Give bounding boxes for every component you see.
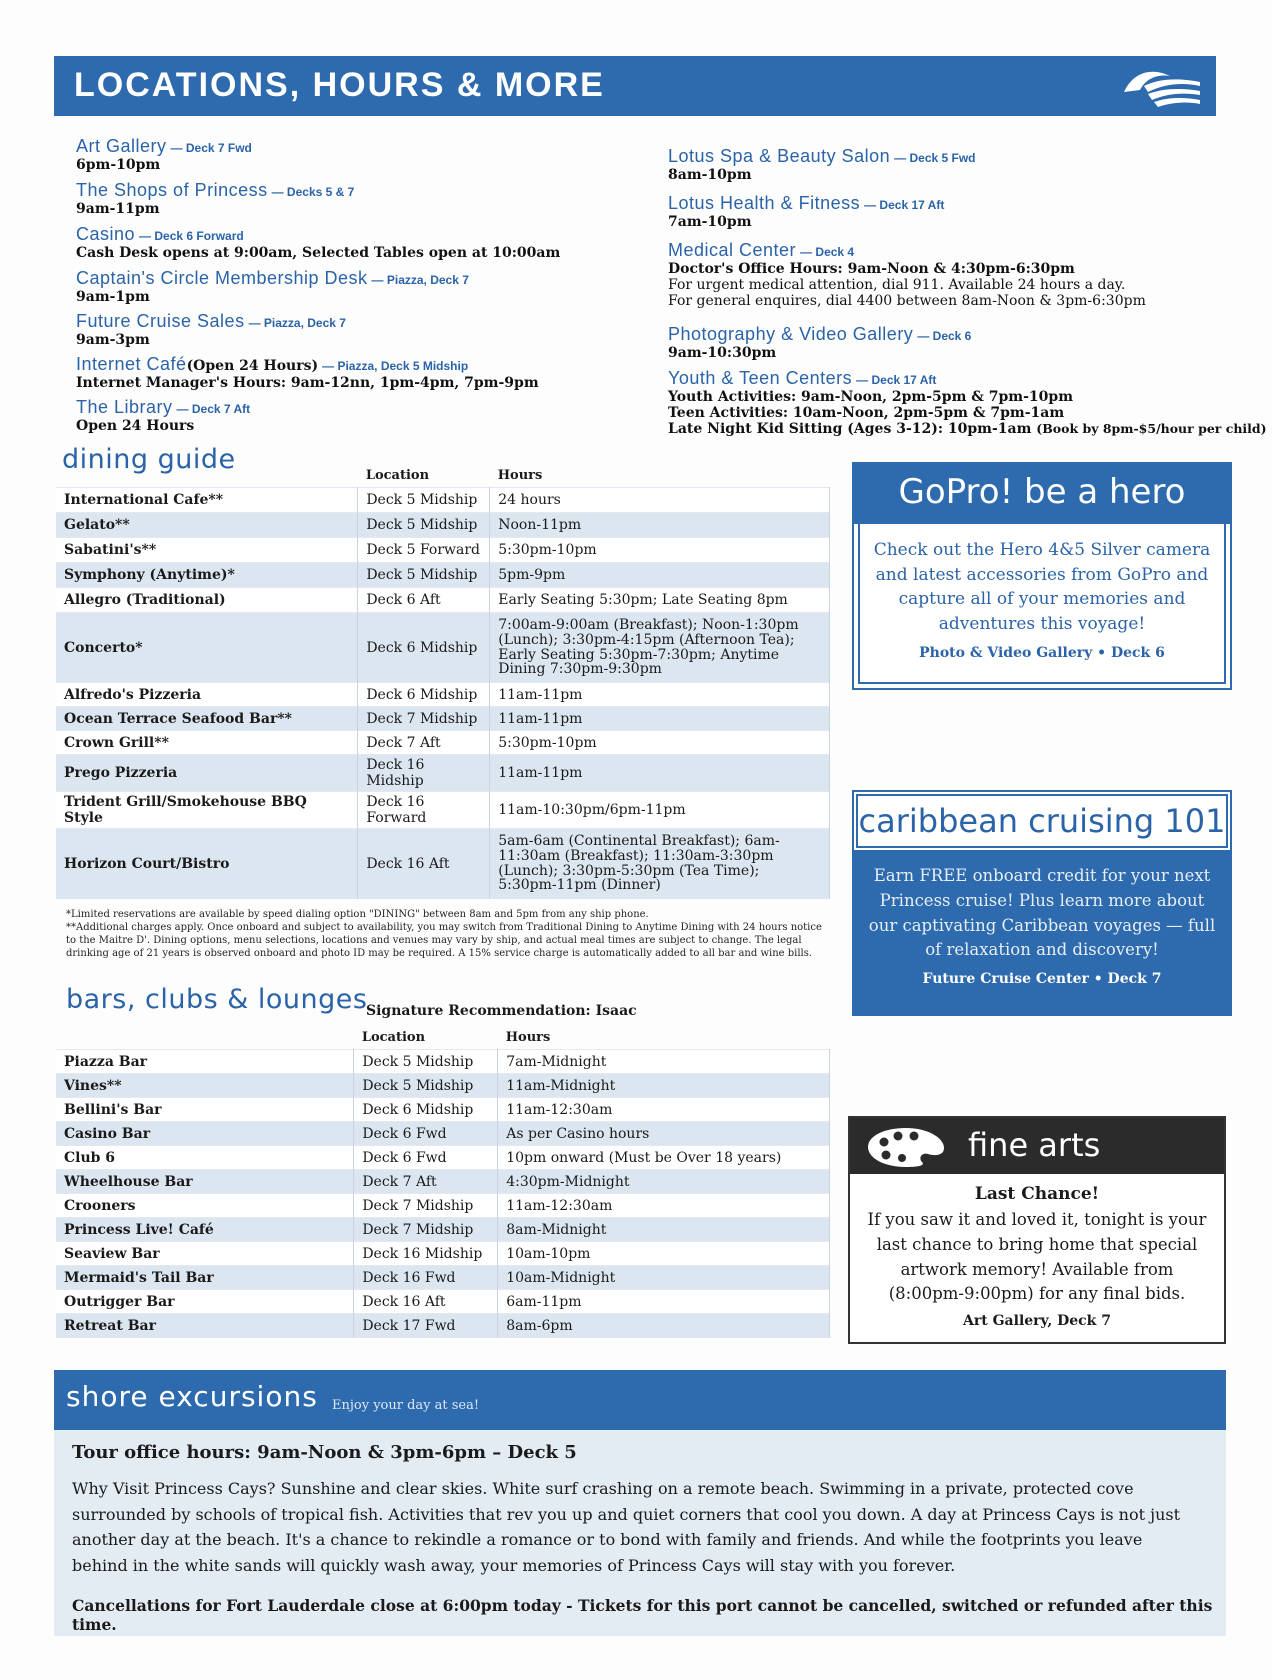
- venue-hours: Noon-11pm: [490, 513, 830, 538]
- shore-subtitle: Enjoy your day at sea!: [332, 1398, 480, 1413]
- paint-palette-icon: [866, 1126, 946, 1168]
- venue-name: Bellini's Bar: [56, 1098, 354, 1122]
- table-row: [56, 588, 830, 613]
- venue-location: Deck 16 Fwd: [354, 1266, 498, 1290]
- location-art-gallery: [76, 136, 252, 173]
- caribbean-promo: [852, 790, 1232, 1016]
- venue-name: Gelato**: [56, 513, 358, 538]
- table-row: [56, 1218, 830, 1242]
- location-lotus-fitness: [668, 193, 944, 230]
- gopro-body: Check out the Hero 4&5 Silver camera and latest accessories from GoPro and capture all of your memories and adventures this voyage!: [873, 540, 1211, 634]
- venue-location: Deck 7 Aft: [354, 1170, 498, 1194]
- footnote: *Limited reservations are available by speed dialing option "DINING" between 8am and 5pm from any ship phone.: [66, 909, 649, 920]
- table-row: [56, 707, 830, 731]
- page-header: [54, 56, 1216, 116]
- location-deck: — Deck 6 Forward: [139, 229, 244, 243]
- location-deck: — Deck 7 Fwd: [170, 141, 252, 155]
- column-header: Location: [365, 468, 430, 483]
- venue-hours: 24 hours: [490, 488, 830, 513]
- table-row: [56, 1290, 830, 1314]
- venue-hours: 4:30pm-Midnight: [498, 1170, 830, 1194]
- location-casino: [76, 224, 560, 261]
- location-captains-circle: [76, 268, 469, 305]
- location-deck: — Decks 5 & 7: [271, 185, 355, 199]
- column-header: Location: [361, 1030, 426, 1045]
- table-row: [56, 513, 830, 538]
- location-library: [76, 397, 250, 434]
- location-youth-teen: [668, 368, 1267, 437]
- venue-name: Concerto*: [56, 613, 358, 683]
- venue-hours: As per Casino hours: [498, 1122, 830, 1146]
- venue-name: Ocean Terrace Seafood Bar**: [56, 707, 358, 731]
- location-hours: Late Night Kid Sitting (Ages 3-12): 10pm-1am: [668, 420, 1032, 437]
- table-row: [56, 731, 830, 755]
- caribbean-title: caribbean cruising 101: [858, 802, 1226, 840]
- table-row: [56, 1242, 830, 1266]
- venue-name: Wheelhouse Bar: [56, 1170, 354, 1194]
- location-deck: — Piazza, Deck 7: [248, 316, 346, 330]
- location-deck: — Deck 17 Aft: [856, 373, 937, 387]
- bars-table: [56, 1026, 830, 1338]
- venue-hours: 5:30pm-10pm: [490, 538, 830, 563]
- gopro-content: [858, 524, 1226, 684]
- fine-arts-footer: Art Gallery, Deck 7: [963, 1313, 1111, 1329]
- footnote: **Additional charges apply. Once onboard and subject to availability, you may switch from Traditional Dining to Anytime Dining with 24 hours notice to the Maitre D'. Dining options, menu selections, locations and venues may vary by ship, and actual meal times are subject to change. The legal drinking age of 21 years is observed onboard and photo ID may be required. A 15% service charge is automatically added to all bar and wine bills.: [66, 922, 822, 959]
- fine-arts-promo: [848, 1116, 1226, 1344]
- location-deck: — Deck 17 Aft: [864, 198, 945, 212]
- venue-location: Deck 5 Midship: [354, 1074, 498, 1098]
- venue-hours: Early Seating 5:30pm; Late Seating 8pm: [490, 588, 830, 613]
- venue-name: Alfredo's Pizzeria: [56, 683, 358, 707]
- venue-hours: 11am-11pm: [490, 707, 830, 731]
- location-deck: — Deck 6: [917, 329, 972, 343]
- venue-name: Retreat Bar: [56, 1314, 354, 1338]
- venue-location: Deck 16 Midship: [354, 1242, 498, 1266]
- venue-name: Symphony (Anytime)*: [56, 563, 358, 588]
- venue-location: Deck 7 Midship: [354, 1218, 498, 1242]
- location-hours: Youth Activities: 9am-Noon, 2pm-5pm & 7pm-10pm: [668, 388, 1074, 405]
- sea-witch-waves-icon: [1120, 64, 1204, 108]
- location-deck: — Piazza, Deck 7: [371, 273, 469, 287]
- location-future-cruise-sales: [76, 311, 346, 348]
- shore-title: shore excursions: [66, 1380, 318, 1413]
- location-note: (Open 24 Hours): [186, 358, 319, 374]
- table-row: [56, 538, 830, 563]
- table-row: [56, 829, 830, 899]
- venue-hours: 5am-6am (Continental Breakfast); 6am-11:30am (Breakfast); 11:30am-3:30pm (Lunch); 3:30pm-5:30pm (Tea Time); 5:30pm-11pm (Dinner): [490, 829, 830, 899]
- caribbean-footer: Future Cruise Center • Deck 7: [922, 971, 1162, 987]
- venue-hours: 6am-11pm: [498, 1290, 830, 1314]
- venue-location: Deck 5 Midship: [358, 513, 490, 538]
- venue-name: Seaview Bar: [56, 1242, 354, 1266]
- venue-location: Deck 5 Midship: [354, 1050, 498, 1074]
- venue-hours: 11am-11pm: [490, 755, 830, 792]
- fine-arts-title: fine arts: [968, 1126, 1101, 1164]
- table-row: [56, 1170, 830, 1194]
- venue-hours: 11am-12:30am: [498, 1194, 830, 1218]
- venue-location: Deck 5 Midship: [358, 488, 490, 513]
- location-name: Internet Café: [76, 354, 187, 374]
- table-row: [56, 1146, 830, 1170]
- tour-office-hours: Tour office hours: 9am-Noon & 3pm-6pm – Deck 5: [72, 1442, 577, 1463]
- venue-location: Deck 6 Midship: [358, 683, 490, 707]
- location-hours: Doctor's Office Hours: 9am-Noon & 4:30pm-6:30pm: [668, 260, 1075, 277]
- venue-location: Deck 6 Aft: [358, 588, 490, 613]
- dining-table: [56, 464, 830, 899]
- location-name: Casino: [76, 224, 136, 244]
- location-name: Art Gallery: [76, 136, 167, 156]
- page-title: LOCATIONS, HOURS & MORE: [74, 66, 605, 104]
- table-row: [56, 488, 830, 513]
- location-deck: — Piazza, Deck 5 Midship: [322, 359, 469, 373]
- venue-name: International Cafe**: [56, 488, 358, 513]
- location-hours: 9am-10:30pm: [668, 344, 777, 361]
- location-name: Youth & Teen Centers: [668, 368, 853, 388]
- venue-hours: 10am-10pm: [498, 1242, 830, 1266]
- venue-name: Allegro (Traditional): [56, 588, 358, 613]
- signature-recommendation: Signature Recommendation: Isaac: [366, 1003, 637, 1019]
- location-deck: — Deck 5 Fwd: [894, 151, 976, 165]
- table-row: [56, 563, 830, 588]
- location-name: The Shops of Princess: [76, 180, 268, 200]
- location-hours: Cash Desk opens at 9:00am, Selected Tables open at 10:00am: [76, 244, 561, 261]
- venue-location: Deck 7 Midship: [354, 1194, 498, 1218]
- table-row: [56, 792, 830, 829]
- table-row: [56, 1314, 830, 1338]
- venue-hours: 11am-Midnight: [498, 1074, 830, 1098]
- venue-location: Deck 6 Fwd: [354, 1122, 498, 1146]
- location-photo-gallery: [668, 324, 971, 361]
- fine-arts-body: If you saw it and loved it, tonight is your last chance to bring home that special artwork memory! Available from (8:00pm-9:00pm) for any final bids.: [867, 1210, 1207, 1304]
- gopro-footer: Photo & Video Gallery • Deck 6: [919, 644, 1165, 661]
- venue-name: Princess Live! Café: [56, 1218, 354, 1242]
- venue-name: Sabatini's**: [56, 538, 358, 563]
- location-lotus-spa: [668, 146, 976, 183]
- table-row: [56, 613, 830, 683]
- bars-title: bars, clubs & lounges: [66, 984, 368, 1015]
- venue-hours: 5:30pm-10pm: [490, 731, 830, 755]
- venue-hours: 11am-11pm: [490, 683, 830, 707]
- location-shops: [76, 180, 354, 217]
- location-internet-cafe: [76, 354, 539, 391]
- location-hours: 7am-10pm: [668, 213, 752, 230]
- venue-hours: 7am-Midnight: [498, 1050, 830, 1074]
- gopro-title: GoPro! be a hero: [898, 472, 1186, 512]
- venue-name: Mermaid's Tail Bar: [56, 1266, 354, 1290]
- venue-location: Deck 6 Midship: [358, 613, 490, 683]
- location-hours: 9am-11pm: [76, 200, 160, 217]
- location-hours: 6pm-10pm: [76, 156, 161, 173]
- location-note: (Book by 8pm-$5/hour per child): [1036, 420, 1267, 436]
- venue-name: Club 6: [56, 1146, 354, 1170]
- venue-hours: 7:00am-9:00am (Breakfast); Noon-1:30pm (Lunch); 3:30pm-4:15pm (Afternoon Tea); Early Seating 5:30pm-7:30pm; Anytime Dining 7:30pm-9:30pm: [490, 613, 830, 683]
- venue-hours: 10pm onward (Must be Over 18 years): [498, 1146, 830, 1170]
- dining-guide-title: dining guide: [62, 444, 236, 475]
- venue-name: Vines**: [56, 1074, 354, 1098]
- location-hours: 9am-1pm: [76, 288, 150, 305]
- location-hours: 8am-10pm: [668, 166, 752, 183]
- table-row: [56, 683, 830, 707]
- location-name: Photography & Video Gallery: [668, 324, 914, 344]
- venue-name: Crooners: [56, 1194, 354, 1218]
- venue-location: Deck 16 Aft: [358, 829, 490, 899]
- table-row: [56, 1194, 830, 1218]
- venue-hours: 8am-Midnight: [498, 1218, 830, 1242]
- venue-name: Horizon Court/Bistro: [56, 829, 358, 899]
- gopro-promo: [852, 462, 1232, 690]
- venue-location: Deck 17 Fwd: [354, 1314, 498, 1338]
- fine-arts-heading: Last Chance!: [974, 1184, 1100, 1204]
- location-name: Captain's Circle Membership Desk: [76, 268, 368, 288]
- venue-hours: 11am-12:30am: [498, 1098, 830, 1122]
- venue-hours: 8am-6pm: [498, 1314, 830, 1338]
- table-row: [56, 1266, 830, 1290]
- venue-hours: 11am-10:30pm/6pm-11pm: [490, 792, 830, 829]
- venue-location: Deck 6 Fwd: [354, 1146, 498, 1170]
- venue-hours: 10am-Midnight: [498, 1266, 830, 1290]
- location-name: The Library: [76, 397, 173, 417]
- caribbean-content: [854, 850, 1230, 1014]
- venue-location: Deck 7 Aft: [358, 731, 490, 755]
- location-hours: Open 24 Hours: [76, 417, 195, 434]
- venue-location: Deck 7 Midship: [358, 707, 490, 731]
- venue-location: Deck 5 Forward: [358, 538, 490, 563]
- location-note: For general enquires, dial 4400 between 8am-Noon & 3pm-6:30pm: [668, 292, 1146, 309]
- location-name: Medical Center: [668, 240, 797, 260]
- venue-location: Deck 16 Aft: [354, 1290, 498, 1314]
- venue-location: Deck 16 Forward: [358, 792, 490, 829]
- location-name: Lotus Spa & Beauty Salon: [668, 146, 891, 166]
- venue-name: Trident Grill/Smokehouse BBQ Style: [56, 792, 358, 829]
- location-note: For urgent medical attention, dial 911. Available 24 hours a day.: [668, 276, 1126, 293]
- column-header: Hours: [505, 1030, 551, 1045]
- venue-location: Deck 6 Midship: [354, 1098, 498, 1122]
- location-deck: — Deck 7 Aft: [176, 402, 251, 416]
- location-name: Future Cruise Sales: [76, 311, 245, 331]
- venue-name: Piazza Bar: [56, 1050, 354, 1074]
- venue-location: Deck 16 Midship: [358, 755, 490, 792]
- shore-excursions: [54, 1370, 1226, 1636]
- venue-location: Deck 5 Midship: [358, 563, 490, 588]
- location-medical-center: [668, 240, 1146, 309]
- venue-hours: 5pm-9pm: [490, 563, 830, 588]
- location-hours: 9am-3pm: [76, 331, 150, 348]
- caribbean-body: Earn FREE onboard credit for your next Princess cruise! Plus learn more about our captivating Caribbean voyages — full of relaxation and discovery!: [868, 866, 1216, 960]
- venue-name: Outrigger Bar: [56, 1290, 354, 1314]
- dining-footnotes: [66, 908, 826, 960]
- location-hours: Teen Activities: 10am-Noon, 2pm-5pm & 7pm-1am: [668, 404, 1065, 421]
- venue-name: Prego Pizzeria: [56, 755, 358, 792]
- table-row: [56, 1074, 830, 1098]
- location-name: Lotus Health & Fitness: [668, 193, 861, 213]
- shore-description: Why Visit Princess Cays? Sunshine and clear skies. White surf crashing on a remote beach. Swimming in a private, protected cove surrounded by schools of tropical fish. Activities that rev you up and quiet corners that cool you down. A day at Princess Cays is not just another day at the beach. It's a chance to rekindle a romance or to bond with family and friends. And while the footprints you leave behind in the white sands will quickly wash away, your memories of Princess Cays will stay with you forever.: [72, 1479, 1181, 1575]
- venue-name: Casino Bar: [56, 1122, 354, 1146]
- column-header: Hours: [497, 468, 543, 483]
- location-hours: Internet Manager's Hours: 9am-12nn, 1pm-4pm, 7pm-9pm: [76, 374, 539, 391]
- table-row: [56, 755, 830, 792]
- venue-name: Crown Grill**: [56, 731, 358, 755]
- cancellation-notice: Cancellations for Fort Lauderdale close at 6:00pm today - Tickets for this port cannot be cancelled, switched or refunded after this time.: [72, 1596, 1213, 1634]
- table-row: [56, 1050, 830, 1074]
- table-row: [56, 1122, 830, 1146]
- location-deck: — Deck 4: [800, 245, 855, 259]
- table-row: [56, 1098, 830, 1122]
